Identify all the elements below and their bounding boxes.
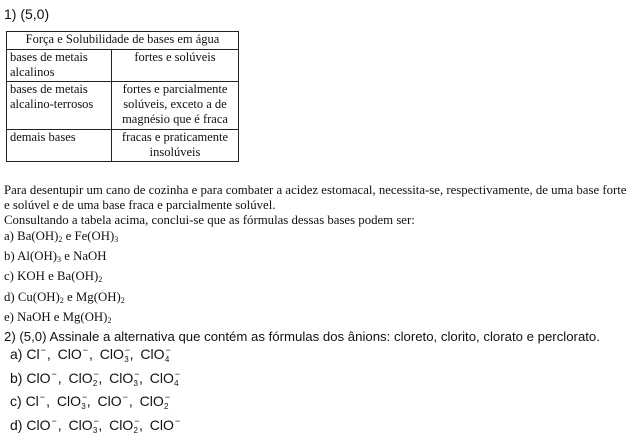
table-cell-property: fortes e parcialmente solúveis, exceto a de magnésio que é fraca bbox=[112, 82, 239, 130]
table-row bbox=[7, 82, 239, 130]
hypochlorite-ion: ClO− bbox=[149, 415, 181, 433]
option-label: a) bbox=[10, 346, 23, 362]
formula: Fe(OH) bbox=[74, 229, 115, 243]
option-label: d) bbox=[10, 416, 23, 433]
perchlorate-ion: ClO−$_4$ bbox=[140, 345, 171, 364]
option-d[interactable]: d) ClO−, ClO−$_3$, ClO−$_2$, ClO− bbox=[10, 415, 180, 439]
chlorate-ion: ClO−$_3$ bbox=[68, 415, 99, 435]
option-label: e) bbox=[4, 309, 14, 324]
table-cell-base: demais bases bbox=[7, 130, 112, 162]
question-1-context: Para desentupir um cano de cozinha e para combater a acidez estomacal, necessita-se, respectivamente, de uma base forte e solúvel e de uma base fraca e parcialmente solúvel. bbox=[4, 183, 627, 212]
chlorate-ion: ClO−$_3$ bbox=[109, 368, 140, 388]
option-label: c) bbox=[4, 269, 14, 284]
conjunction: e bbox=[65, 229, 72, 243]
solubility-table bbox=[6, 31, 239, 162]
table-row bbox=[7, 50, 239, 82]
hypochlorite-ion: ClO− bbox=[97, 392, 128, 409]
question-2-options bbox=[10, 344, 180, 438]
conjunction: e bbox=[53, 309, 60, 324]
option-a[interactable] bbox=[4, 228, 125, 248]
option-label: c) bbox=[10, 393, 22, 409]
formula: Cu(OH) bbox=[17, 289, 60, 304]
table-cell-base: bases de metais alcalino-terrosos bbox=[7, 82, 112, 130]
perchlorate-ion: ClO−$_4$ bbox=[149, 368, 181, 388]
chloride-ion: Cl− bbox=[26, 345, 46, 362]
option-c[interactable]: c) Cl−, ClO−$_3$, ClO−, ClO−$_2$ bbox=[10, 391, 180, 415]
option-e[interactable] bbox=[4, 309, 125, 329]
chloride-ion: Cl− bbox=[25, 392, 46, 409]
formula: NaOH bbox=[73, 249, 107, 264]
option-label: d) bbox=[4, 289, 15, 304]
table-cell-property: fortes e solúveis bbox=[112, 50, 239, 82]
option-c[interactable] bbox=[4, 268, 125, 288]
formula: Ba(OH) bbox=[17, 229, 59, 243]
option-b[interactable]: b) ClO−, ClO−$_2$, ClO−$_3$, ClO−$_4$ bbox=[10, 368, 180, 392]
formula: NaOH bbox=[17, 309, 51, 324]
question-1-options bbox=[4, 228, 125, 329]
chlorite-ion: ClO−$_2$ bbox=[109, 415, 140, 435]
chlorite-ion: ClO−$_2$ bbox=[139, 392, 171, 411]
question-1-title: 1) (5,0) bbox=[4, 6, 50, 22]
conjunction: e bbox=[67, 289, 73, 304]
option-b[interactable] bbox=[4, 248, 125, 268]
option-label: b) bbox=[10, 369, 23, 386]
subscript: 3 bbox=[56, 255, 61, 265]
table-cell-base: bases de metais alcalinos bbox=[7, 50, 112, 82]
table-cell-property: fracas e praticamente insolúveis bbox=[112, 130, 239, 162]
subscript: 2 bbox=[59, 295, 64, 305]
subscript: 2 bbox=[107, 315, 112, 325]
subscript: 2 bbox=[120, 295, 125, 305]
hypochlorite-ion: ClO− bbox=[57, 345, 89, 362]
option-d[interactable] bbox=[4, 289, 125, 309]
table-header: Força e Solubilidade de bases em água bbox=[7, 32, 239, 50]
subscript: 2 bbox=[98, 275, 103, 285]
hypochlorite-ion: ClO− bbox=[26, 415, 57, 433]
conjunction: e bbox=[64, 249, 70, 264]
option-label: a) bbox=[4, 229, 14, 243]
chlorite-ion: ClO−$_2$ bbox=[68, 368, 99, 388]
conjunction: e bbox=[48, 269, 54, 284]
question-1-prompt: Consultando a tabela acima, conclui-se que as fórmulas dessas bases podem ser: bbox=[4, 212, 415, 227]
option-label: b) bbox=[4, 249, 15, 264]
table-header-row bbox=[7, 32, 239, 50]
subscript: 3 bbox=[114, 235, 119, 244]
question-2-title: 2) (5,0) Assinale a alternativa que contém as fórmulas dos ânions: cloreto, clorito, clorato e perclorato. bbox=[4, 329, 600, 344]
table-row bbox=[7, 130, 239, 162]
formula: KOH bbox=[17, 269, 45, 284]
subscript: 2 bbox=[58, 235, 63, 244]
option-a[interactable]: a) Cl−, ClO−, ClO−$_3$, ClO−$_4$ bbox=[10, 344, 180, 368]
formula: Al(OH) bbox=[17, 249, 57, 264]
formula: Mg(OH) bbox=[62, 309, 108, 324]
hypochlorite-ion: ClO− bbox=[26, 368, 57, 386]
formula: Mg(OH) bbox=[75, 289, 121, 304]
chlorate-ion: ClO−$_3$ bbox=[99, 345, 131, 364]
question-1-statement bbox=[4, 183, 634, 227]
chlorate-ion: ClO−$_3$ bbox=[56, 392, 88, 411]
formula: Ba(OH) bbox=[56, 269, 99, 284]
